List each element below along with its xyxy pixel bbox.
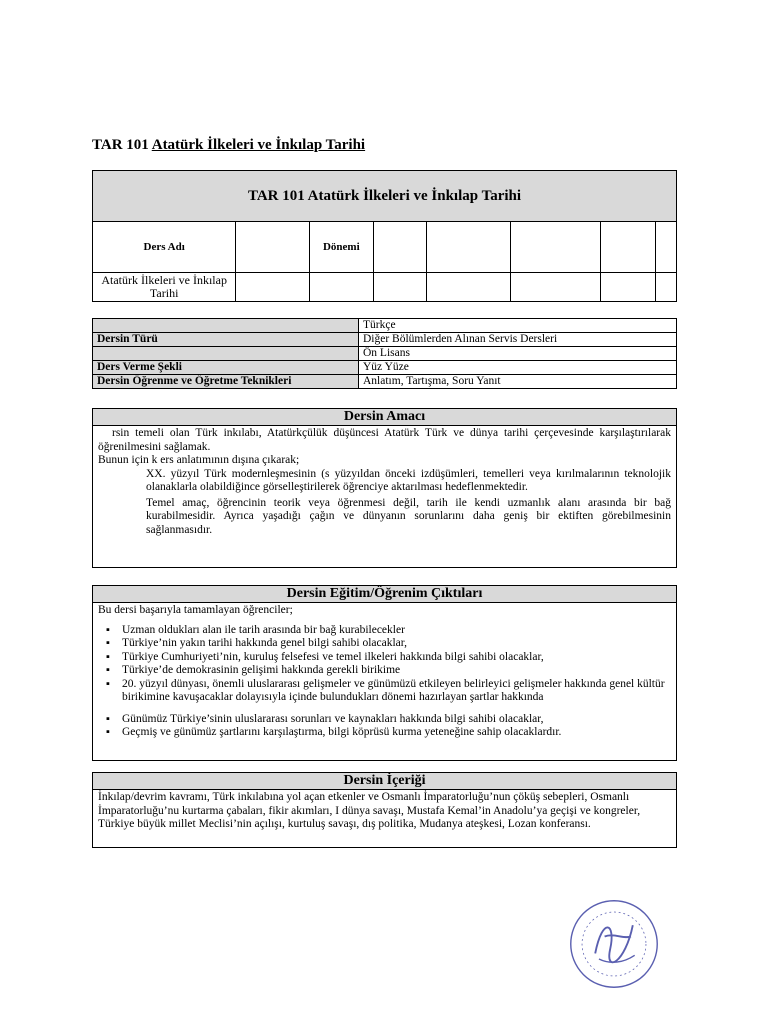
section-body	[93, 426, 676, 541]
value-cell	[309, 273, 373, 302]
page-heading	[92, 137, 365, 154]
heading-code: TAR 101	[92, 137, 152, 153]
list-item: ▪ Türkiye’nin yakın tarihi hakkında genel bilgi sahibi olacaklar,	[116, 637, 671, 651]
list-item: ▪ Uzman oldukları alan ile tarih arasında bir bağ kurabilecekler	[116, 624, 671, 638]
cikti-intro: Bu dersi başarıyla tamamlayan öğrenciler;	[98, 604, 293, 616]
value-ders-adi: Atatürk İlkeleri ve İnkılap Tarihi	[93, 273, 236, 302]
cikti-list	[98, 624, 671, 740]
list-item: ▪ Günümüz Türkiye’sinin uluslararası sorunları ve kaynakları hakkında bilgi sahibi olacaklar,	[116, 713, 671, 727]
value-cell	[427, 273, 510, 302]
value-cell	[373, 273, 427, 302]
info-value-type: Diğer Bölümlerden Alınan Servis Dersleri	[359, 333, 677, 347]
info-label	[93, 319, 359, 333]
list-item: ▪ Geçmiş ve günümüz şartlarını karşılaştırma, bilgi köprüsü kurma yeteneğine sahip olacaklardır.	[116, 726, 671, 740]
info-value-techniques: Anlatım, Tartışma, Soru Yanıt	[359, 375, 677, 389]
amac-paragraph: XX. yüzyıl Türk modernleşmesinin (s yüzyıldan önceki izdüşümleri, temelleri veya kırılmalarının teknolojik olanaklarla olabildiğince görselleştirilerek öğrenciye aktarılması hedeflenmektedir.	[146, 467, 671, 493]
list-item: ▪ Türkiye Cumhuriyeti’nin, kuruluş felsefesi ve temel ilkeleri hakkında bilgi sahibi olacaklar,	[116, 651, 671, 665]
section-title: Dersin Eğitim/Öğrenim Çıktıları	[93, 586, 676, 603]
header-cell	[601, 222, 656, 273]
list-item: ▪ Türkiye’de demokrasinin gelişimi hakkında gerekli birikime	[116, 664, 671, 678]
info-table	[92, 318, 677, 389]
value-cell	[656, 273, 677, 302]
section-ogrenim-ciktilari	[92, 585, 677, 761]
header-cell	[656, 222, 677, 273]
header-cell	[427, 222, 510, 273]
header-cell	[373, 222, 427, 273]
value-cell	[510, 273, 600, 302]
info-value-level: Ön Lisans	[359, 347, 677, 361]
header-ders-adi: Ders Adı	[93, 222, 236, 273]
header-cell	[510, 222, 600, 273]
course-table-title: TAR 101 Atatürk İlkeleri ve İnkılap Tarihi	[93, 171, 677, 222]
icerik-text: İnkılap/devrim kavramı, Türk inkılabına yol açan etkenler ve Osmanlı İmparatorluğu’nun çöküş sebepleri, Osmanlı İmparatorluğu’nu kurtarma çabaları, fikir akımları, I dünya savaşı, Mustafa Kemal’in Anadolu’ya geçişi ve kongreler, Türkiye büyük millet Meclisi’nin açılışı, kurtuluş savaşı, dış politika, Mudanya ateşkesi, Lozan konferansı.	[98, 791, 641, 830]
seal-stamp	[567, 897, 661, 991]
info-value-delivery: Yüz Yüze	[359, 361, 677, 375]
section-dersin-icerigi	[92, 772, 677, 848]
info-label-ders-verme-sekli: Ders Verme Şekli	[93, 361, 359, 375]
header-cell	[236, 222, 310, 273]
info-label-teknikler: Dersin Öğrenme ve Öğretme Teknikleri	[93, 375, 359, 389]
section-title: Dersin İçeriği	[93, 773, 676, 790]
section-title: Dersin Amacı	[93, 409, 676, 426]
info-label-dersin-turu: Dersin Türü	[93, 333, 359, 347]
amac-paragraph: Bunun için k ers anlatımının dışına çıkarak;	[98, 454, 300, 466]
amac-paragraph: rsin temeli olan Türk inkılabı, Atatürkçülük düşüncesi Atatürk Türk ve dünya tarihi çerçevesinde karşılaştırılarak öğrenilmesini sağlamak.	[98, 427, 671, 453]
info-value-language: Türkçe	[359, 319, 677, 333]
amac-paragraph: Temel amaç, öğrencinin teorik veya öğrenmesi değil, tarih ile kendi uzmanlık alanı arasında bir bağ kurabilmesidir. Ayrıca yaşadığı çağın ve dünyanın sorunlarını daha geniş bir ektiften görebilmesinin sağlanmasıdır.	[146, 496, 671, 536]
value-cell	[236, 273, 310, 302]
course-table	[92, 170, 677, 302]
list-item: ▪ 20. yüzyıl dünyası, önemli uluslararası gelişmeler ve günümüzü etkileyen belirleyici gelişmeler hakkında genel kültür birikimine kavuşacaklar dolayısıyla içinde bulundukları dönemi hazırlayan şartlar hakkında	[116, 678, 671, 705]
section-dersin-amaci	[92, 408, 677, 568]
section-body	[93, 603, 676, 744]
heading-course-name: Atatürk İlkeleri ve İnkılap Tarihi	[151, 137, 366, 153]
header-donemi: Dönemi	[309, 222, 373, 273]
value-cell	[601, 273, 656, 302]
info-label	[93, 347, 359, 361]
